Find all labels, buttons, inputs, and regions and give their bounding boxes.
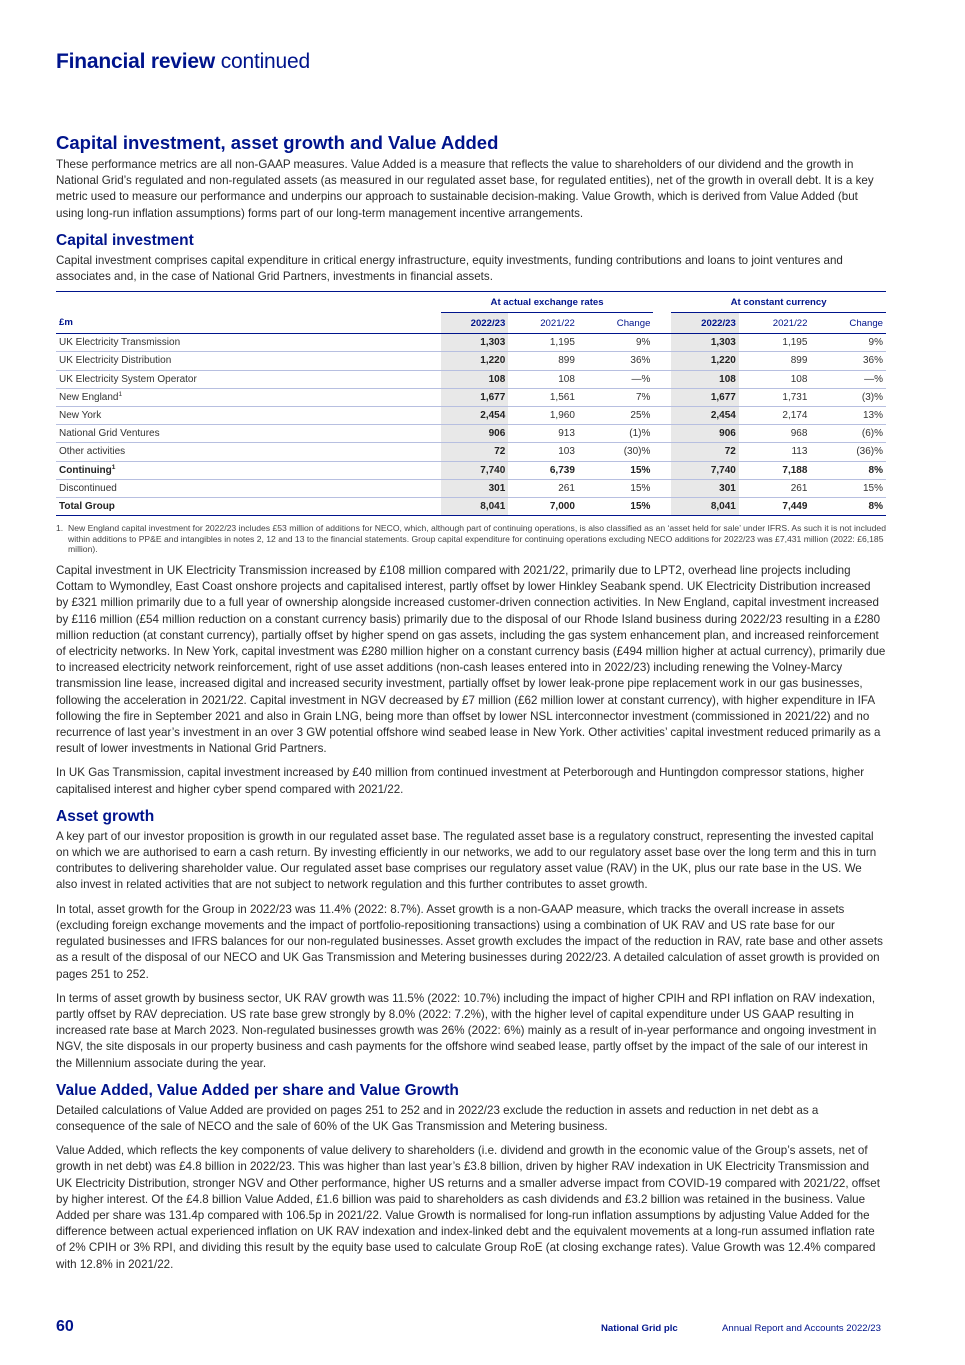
value-2021-22: 103 (508, 443, 578, 461)
column-spacer (653, 479, 671, 497)
value-2022-23: 8,041 (441, 498, 509, 516)
value-2021-22: 6,739 (508, 461, 578, 479)
row-label (56, 370, 441, 388)
column-spacer (653, 425, 671, 443)
footnote-marker: 1 (111, 463, 116, 471)
value-added-heading: Value Added, Value Added per share and Value Growth (56, 1081, 459, 1099)
value-2022-23-cc: 72 (671, 443, 739, 461)
value-2022-23: 1,220 (441, 352, 509, 370)
column-spacer (653, 352, 671, 370)
main-content (56, 132, 886, 1281)
header-title: Financial review (56, 50, 216, 73)
table-row (56, 334, 886, 352)
value-2022-23: 906 (441, 425, 509, 443)
value-2021-22: 7,000 (508, 498, 578, 516)
value-2022-23-cc: 1,220 (671, 352, 739, 370)
header-suffix: continued (220, 50, 310, 73)
value-2021-22-cc: 7,188 (739, 461, 811, 479)
capital-investment-heading: Capital investment (56, 231, 194, 249)
row-label (56, 461, 441, 479)
change: 36% (578, 352, 654, 370)
row-label-text: UK Electricity Transmission (59, 337, 181, 349)
row-label-text: New England (59, 391, 119, 403)
change-cc: —% (810, 370, 886, 388)
value-2021-22-cc: 899 (739, 352, 811, 370)
row-label-text: Discontinued (59, 482, 117, 494)
change-cc: 13% (810, 407, 886, 425)
row-label-text: Total Group (59, 501, 115, 513)
column-spacer (653, 334, 671, 352)
value-2021-22-cc: 1,731 (739, 388, 811, 406)
asset-growth-heading: Asset growth (56, 807, 155, 825)
value-2021-22-cc: 968 (739, 425, 811, 443)
row-label (56, 334, 441, 352)
change: 15% (578, 479, 654, 497)
change-cc: 36% (810, 352, 886, 370)
value-2022-23-cc: 108 (671, 370, 739, 388)
value-2021-22-cc: 7,449 (739, 498, 811, 516)
column-spacer (653, 443, 671, 461)
page-footer (0, 1318, 965, 1338)
row-label-text: UK Electricity System Operator (59, 373, 197, 385)
column-spacer (653, 388, 671, 406)
value-2022-23: 2,454 (441, 407, 509, 425)
change: (30)% (578, 443, 654, 461)
change-cc: 9% (810, 334, 886, 352)
col-header-change: Change (578, 313, 654, 334)
group-actual-exchange: At actual exchange rates (441, 292, 654, 313)
change-cc: (36)% (810, 443, 886, 461)
page-number: 60 (56, 1318, 74, 1335)
footnote-number: 1. (56, 523, 64, 534)
change-cc: 15% (810, 479, 886, 497)
table-row (56, 407, 886, 425)
table-row (56, 461, 886, 479)
table-row (56, 443, 886, 461)
table-column-header-row (56, 313, 886, 334)
row-label-text: National Grid Ventures (59, 428, 160, 440)
table-row (56, 498, 886, 516)
capital-investment-intro: Capital investment comprises capital expenditure in critical energy infrastructure, equity investments, funding contributions and loans to joint ventures and associates and, in the case of National Grid Partners, investments in financial assets. (56, 253, 843, 284)
unit-header: £m (56, 313, 441, 334)
value-2021-22: 899 (508, 352, 578, 370)
value-2021-22: 1,561 (508, 388, 578, 406)
value-2022-23: 1,303 (441, 334, 509, 352)
table-row (56, 388, 886, 406)
table-row (56, 370, 886, 388)
change: (1)% (578, 425, 654, 443)
footer-company: National Grid plc (601, 1323, 678, 1334)
footnote-marker: 1 (118, 390, 123, 398)
running-header (56, 50, 310, 74)
section-intro: These performance metrics are all non-GAAP measures. Value Added is a measure that reflects the value to shareholders of our dividend and the growth in National Grid’s regulated and non-regulated assets (as measured in our regulated asset base, for regulated entities), net of the growth in overall debt. It is a key metric used to measure our performance and underpins our approach to sustainable decision-making. Value Growth, which is derived from Value Added (but using long-run inflation assumptions) forms part of our long-term management incentive arrangements. (56, 158, 874, 220)
value-2021-22: 108 (508, 370, 578, 388)
row-label (56, 498, 441, 516)
row-label (56, 425, 441, 443)
row-label (56, 479, 441, 497)
table-group-header-row (56, 292, 886, 313)
col-header-change-cc: Change (810, 313, 886, 334)
column-spacer (653, 370, 671, 388)
row-label-text: Continuing (59, 464, 112, 476)
column-spacer (653, 498, 671, 516)
col-header-prior-cc: 2021/22 (739, 313, 811, 334)
value-added-paragraph-1: Detailed calculations of Value Added are provided on pages 251 to 252 and in 2022/23 exclude the reduction in assets and reduction in net debt as a consequence of the sale of NECO and the sale of 60% of the UK Gas Transmission and Metering business. (56, 1103, 819, 1133)
value-2022-23-cc: 7,740 (671, 461, 739, 479)
asset-growth-paragraph-2: In total, asset growth for the Group in 2022/23 was 11.4% (2022: 8.7%). Asset growth is a non-GAAP measure, which tracks the overall increase in assets (excluding foreign exchange movements and the impact of portfolio-repositioning transactions) using a combination of UK RAV and US rate base for our regulated businesses and IFRS balances for our non-regulated businesses. Asset growth excludes the impact of the reduction in RAV, rate base and other assets as a result of the disposal of our NECO and UK Gas Transmission and Metering businesses during 2022/23. A detailed calculation of asset growth is provided on pages 251 to 252. (56, 902, 883, 981)
row-label (56, 407, 441, 425)
group-constant-currency: At constant currency (671, 292, 886, 313)
value-2022-23-cc: 8,041 (671, 498, 739, 516)
row-label (56, 352, 441, 370)
col-header-current-cc: 2022/23 (671, 313, 739, 334)
change: 15% (578, 498, 654, 516)
column-spacer (653, 407, 671, 425)
footnote-text: New England capital investment for 2022/23 includes £53 million of additions for NECO, which, although part of continuing operations, is also classified as an ‘asset held for sale’ under IFRS. As such it is not included within additions to PP&E and intangibles in notes 2, 12 and 13 to the financial statements. Group capital expenditure for continuing operations excluding NECO additions for 2022/23 was £7,431 million (2022: £6,185 million). (68, 523, 886, 555)
value-2022-23-cc: 301 (671, 479, 739, 497)
capital-investment-paragraph-2: In UK Gas Transmission, capital investment increased by £40 million from continued investment at Peterborough and Huntingdon compressor stations, higher capitalised interest and higher cyber spend compared with 2021/22. (56, 766, 865, 796)
change: 7% (578, 388, 654, 406)
value-2021-22: 913 (508, 425, 578, 443)
change: —% (578, 370, 654, 388)
value-2022-23: 1,677 (441, 388, 509, 406)
capital-investment-paragraph-1: Capital investment in UK Electricity Transmission increased by £108 million compared with 2021/22, primarily due to LPT2, overhead line projects including Cottam to Wymondley, East Coast onshore projects and capitalised interest, partly offset by lower Hinkley Seabank spend. UK Electricity Distribution increased by £321 million primarily due to a full year of ownership alongside increased customer-driven connection activities. In New England, capital investment increased by £116 million (£54 million reduction on a constant currency basis) primarily due to the disposal of our Rhode Island business during 2022/23 resulting in a £280 million reduction (at constant currency), partially offset by higher spend on gas assets, including the gas system enhancement plan, and increased reinforcement of electricity networks. In New York, capital investment was £280 million higher on a constant currency basis (£494 million higher at actual currency), primarily due to increased electricity network reinforcement, right of use asset additions (non-cash leases entered into in 2022/23) including renewing the Volney-Marcy transmission line lease, increased digital and increased security investment, partially offset by lower leak-prone pipe replacement work in our gas businesses, following the acceleration in 2021/22. Capital investment in NGV decreased by £7 million (£62 million lower at constant currency), with higher expenditure in IFA following the fire in September 2021 and also in Grain LNG, being more than offset by lower NSL interconnector investment (commissioned in 2021/22) and no recurrence of last year’s investment in an over 3 GW potential offshore wind seabed lease in New York. Other activities’ capital investment reduced primarily as a result of lower investments in National Grid Partners. (56, 564, 886, 756)
value-2021-22: 261 (508, 479, 578, 497)
value-2022-23: 301 (441, 479, 509, 497)
row-label-text: New York (59, 410, 102, 422)
change-cc: (3)% (810, 388, 886, 406)
capital-investment-table (56, 291, 886, 516)
value-2022-23-cc: 1,303 (671, 334, 739, 352)
footer-report-title: Annual Report and Accounts 2022/23 (722, 1323, 881, 1334)
table-row (56, 479, 886, 497)
col-header-current: 2022/23 (441, 313, 509, 334)
change: 9% (578, 334, 654, 352)
row-label-text: Other activities (59, 446, 126, 458)
asset-growth-paragraph-3: In terms of asset growth by business sector, UK RAV growth was 11.5% (2022: 10.7%) including the impact of higher CPIH and RPI inflation on RAV indexation, partly offset by RAV depreciation. US rate base grew strongly by 8.0% (2022: 7.2%), with the higher level of capital expenditure under US GAAP resulting in increased rate base at March 2023. Non-regulated businesses growth was 26% (2022: 6%) mainly as a result of in-year performance and ongoing investment in NGV, the site disposals in our property business and cash payments for the offshore wind seabed lease, partly offset by the impact of the sale of our interest in the Millennium associate during the year. (56, 991, 877, 1070)
change-cc: 8% (810, 498, 886, 516)
value-2021-22-cc: 1,195 (739, 334, 811, 352)
value-2021-22-cc: 113 (739, 443, 811, 461)
table-body (56, 334, 886, 516)
column-spacer (653, 461, 671, 479)
row-label (56, 443, 441, 461)
col-header-prior: 2021/22 (508, 313, 578, 334)
value-2022-23-cc: 1,677 (671, 388, 739, 406)
value-2021-22-cc: 261 (739, 479, 811, 497)
value-2021-22-cc: 108 (739, 370, 811, 388)
value-2021-22-cc: 2,174 (739, 407, 811, 425)
table-footnote (56, 523, 886, 555)
table-row (56, 352, 886, 370)
row-label-text: UK Electricity Distribution (59, 355, 172, 367)
value-2021-22: 1,960 (508, 407, 578, 425)
change-cc: 8% (810, 461, 886, 479)
asset-growth-paragraph-1: A key part of our investor proposition is growth in our regulated asset base. The regulated asset base is a regulatory construct, representing the invested capital on which we are authorised to earn a cash return. By investing efficiently in our networks, we add to our regulatory asset base over the long term and this in turn contributes to delivering shareholder value. Our regulated asset base comprises our regulatory asset value (RAV) in the UK, plus our rate base in the US. We also invest in related activities that are not subject to network regulation and this further contributes to asset growth. (56, 829, 877, 892)
value-2022-23: 108 (441, 370, 509, 388)
table-row (56, 425, 886, 443)
change: 25% (578, 407, 654, 425)
row-label (56, 388, 441, 406)
value-2022-23: 72 (441, 443, 509, 461)
value-2022-23: 7,740 (441, 461, 509, 479)
change-cc: (6)% (810, 425, 886, 443)
change: 15% (578, 461, 654, 479)
value-2022-23-cc: 906 (671, 425, 739, 443)
value-2021-22: 1,195 (508, 334, 578, 352)
value-2022-23-cc: 2,454 (671, 407, 739, 425)
section-title: Capital investment, asset growth and Value Added (56, 132, 499, 153)
value-added-paragraph-2: Value Added, which reflects the key components of value delivery to shareholders (i.e. dividend and growth in the economic value of the Group’s assets, net of growth in net debt) was £4.8 billion in 2022/23. This was higher than last year’s £3.8 billion, driven by higher RAV indexation in UK Electricity Transmission and UK Electricity Distribution, stronger NGV and Other performance, higher US returns and a smaller adverse impact from COVID-19 compared with 2021/22, offset by higher interest. Of the £4.8 billion Value Added, £1.6 billion was paid to shareholders as cash dividends and £3.2 billion was retained in the business. Value Added per share was 131.4p compared with 106.5p in 2021/22. Value Growth is normalised for long-run inflation assumptions by adjusting Value Added for the difference between actual experienced inflation on UK RAV indexation and index-linked debt and the equivalent movements at a long-run assumed inflation rate of 2% CPIH or 3% RPI, and dividing this result by the equity base used to calculate Group RoE (at closing exchange rates). Value Growth was 12.4% compared with 12.8% in 2021/22. (56, 1144, 880, 1271)
